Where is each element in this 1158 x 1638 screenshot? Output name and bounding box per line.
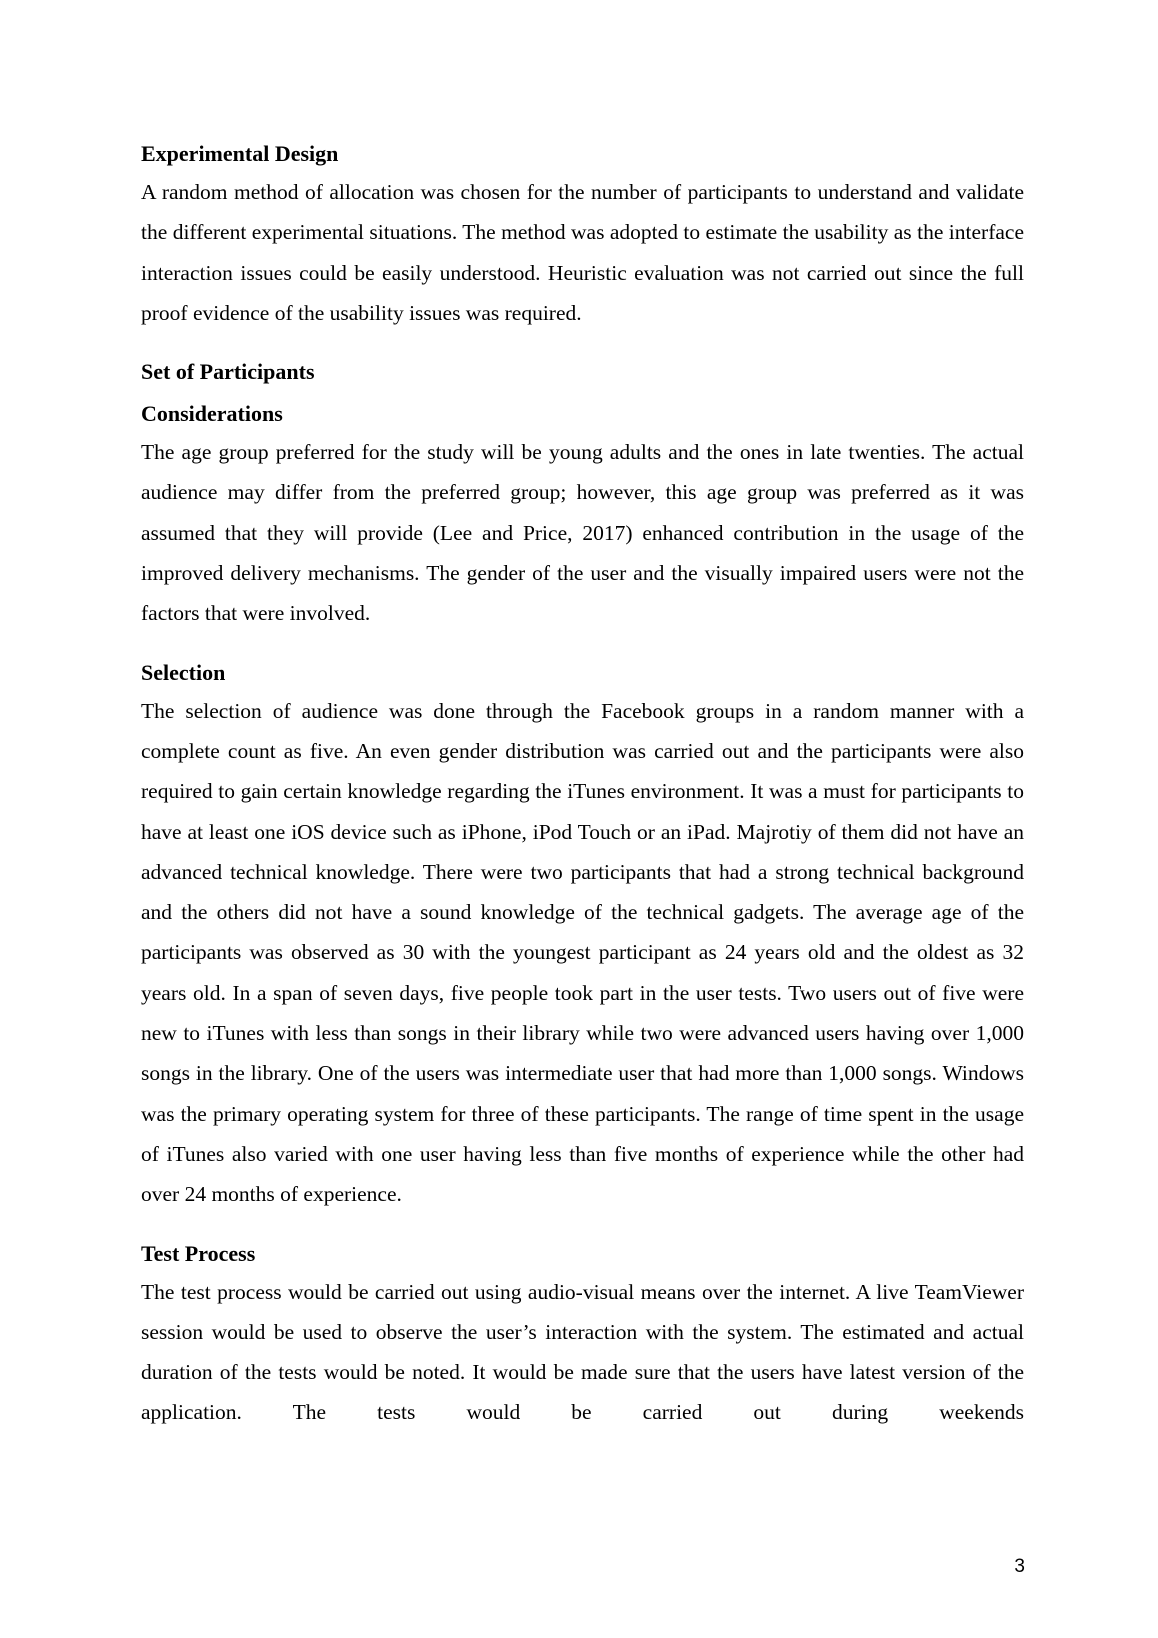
page-number: 3 [1014,1556,1025,1577]
heading-selection: Selection [141,659,226,685]
heading-experimental-design: Experimental Design [141,141,339,166]
heading-set-of-participants: Set of Participants [141,359,315,385]
heading-considerations: Considerations [141,401,283,427]
paragraph-test-process: The test process would be carried out using audio-visual means over the internet. A live TeamViewer session would be used to observe the user’s interaction with the system. The estimated and actual duration of the tests would be noted. It would be made sure that the users have latest version of the application. The tests would be carried out during weekends [141,1279,1024,1425]
paragraph-considerations: The age group preferred for the study will be young adults and the ones in late twenties. The actual audience may differ from the preferred group; however, this age group was preferred as it was assumed that they will provide (Lee and Price, 2017) enhanced contribution in the usage of the improved delivery mechanisms. The gender of the user and the visually impaired users were not the factors that were involved. [141,440,1024,626]
paragraph-selection: The selection of audience was done through the Facebook groups in a random manner with a complete count as five. An even gender distribution was carried out and the participants were also required to gain certain knowledge regarding the iTunes environment. It was a must for participants to have at least one iOS device such as iPhone, iPod Touch or an iPad. Majrotiy of them did not have an advanced technical knowledge. There were two participants that had a strong technical background and the others did not have a sound knowledge of the technical gadgets. The average age of the participants was observed as 30 with the youngest participant as 24 years old and the oldest as 32 years old. In a span of seven days, five people took part in the user tests. Two users out of five were new to iTunes with less than songs in their library while two were advanced users having over 1,000 songs in the library. One of the users was intermediate user that had more than 1,000 songs. Windows was the primary operating system for three of these participants. The range of time spent in the usage of iTunes also varied with one user having less than five months of experience while the other had over 24 months of experience. [141,698,1024,1207]
heading-test-process: Test Process [141,1240,256,1266]
paragraph-experimental-design: A random method of allocation was chosen for the number of participants to understand and validate the different experimental situations. The method was adopted to estimate the usability as the interface interaction issues could be easily understood. Heuristic evaluation was not carried out since the full proof evidence of the usability issues was required. [141,180,1024,325]
page-content [141,136,1024,1433]
